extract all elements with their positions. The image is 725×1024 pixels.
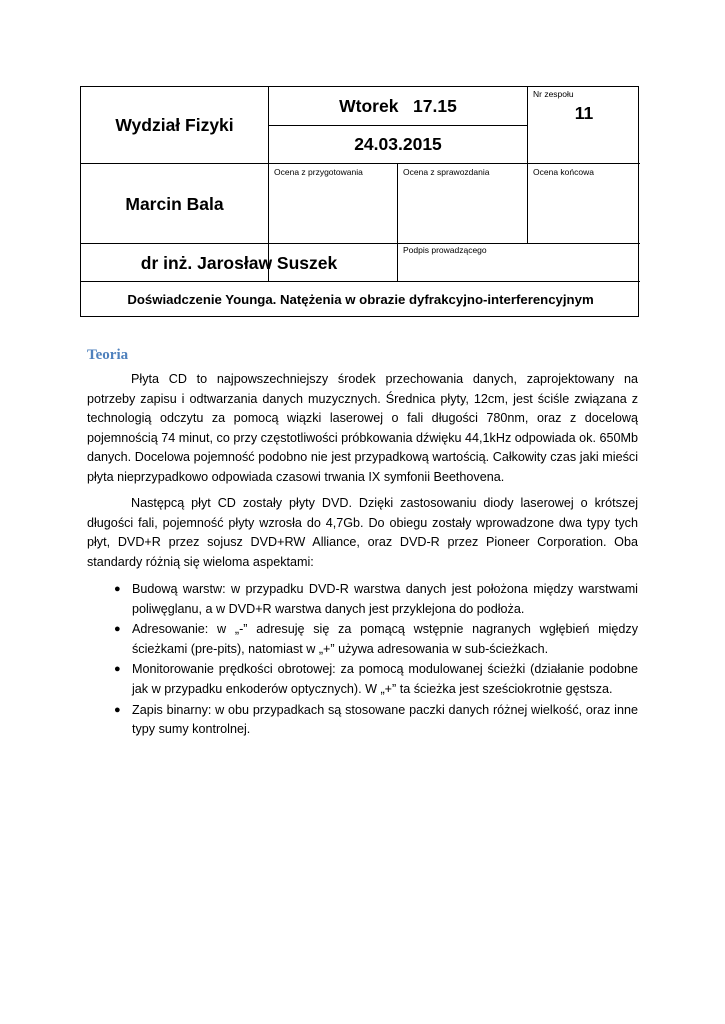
paragraph-text: Następcą płyt CD zostały płyty DVD. Dzięki zastosowaniu diody laserowej o krótszej długości fali, pojemność płyty wzrosła do 4,7Gb. Do obiegu zostały wprowadzone dwa typy tych płyt, DVD+R przez sojusz DVD+RW Alliance, oraz DVD-R przez Pioneer Corporation. Oba standardy różnią się wieloma aspektami: — [87, 496, 638, 569]
list-item — [87, 620, 638, 659]
list-item — [87, 580, 638, 619]
list-item-text: Monitorowanie prędkości obrotowej: za pomocą modulowanej ścieżki (działanie podobne jak w przypadku enkoderów optycznych). W „+” ta ścieżka jest sześciokrotnie gęstsza. — [132, 662, 638, 696]
aspects-list — [87, 580, 638, 741]
bullet-icon: ● — [114, 663, 121, 676]
team-number-label: Nr zespołu — [533, 89, 574, 99]
list-item-text: Zapis binarny: w obu przypadkach są stosowane paczki danych różnej wielkość, oraz inne typy sumy kontrolnej. — [132, 702, 638, 737]
grade-preparation-label: Ocena z przygotowania — [274, 167, 363, 177]
paragraph-dvd — [87, 494, 638, 572]
faculty-name: Wydział Fizyki — [115, 114, 234, 135]
list-item — [87, 660, 638, 699]
section-heading: Teoria — [87, 347, 129, 363]
bullet-icon: ● — [114, 703, 121, 716]
paragraph-cd — [87, 370, 638, 488]
day-time: Wtorek 17.15 — [339, 95, 457, 116]
supervisor-name: dr inż. Jarosław Suszek — [140, 253, 338, 273]
paragraph-text: Płyta CD to najpowszechniejszy środek przechowania danych, zaprojektowany na potrzeby zapisu i odtwarzania danych muzycznych. Średnica płyty, 12cm, jest ściśle związana z technologią odczytu za pomocą wiązki laserowej o fali długości 780nm, oraz z docelową pojemnością 74 minut, co przy częstotliwości próbkowania dźwięku 44,1kHz odpowiada ok. 650Mb danych. Docelowa pojemność podobno nie jest przypadkową wartością. Całkowity czas jaki mieści płyta nieprzypadkowo odpowiada czasowi trwania IX symfonii Beethovena. — [87, 372, 638, 484]
bullet-icon: ● — [114, 623, 121, 636]
student-name: Marcin Bala — [125, 194, 224, 214]
date: 24.03.2015 — [354, 134, 442, 154]
grade-report-label: Ocena z sprawozdania — [403, 167, 490, 177]
table-divider — [397, 163, 398, 281]
list-item-text: Adresowanie: w „-” adresuję się za pomącą wstępnie nagranych wgłębień między ścieżkami (pre-pits), natomiast w „+” używa adresowania w sub-ścieżkach. — [132, 622, 638, 656]
grade-final-label: Ocena końcowa — [533, 167, 594, 177]
signature-label: Podpis prowadzącego — [403, 245, 487, 255]
list-item — [87, 701, 638, 740]
header-table — [80, 86, 639, 317]
team-number: 11 — [574, 102, 594, 123]
list-item-text: Budową warstw: w przypadku DVD-R warstwa danych jest położona między warstwami poliwęglanu, a w DVD+R warstwa danych jest przyklejona do podłoża. — [132, 582, 638, 616]
experiment-title: Doświadczenie Younga. Natężenia w obrazie dyfrakcyjno-interferencyjnym — [127, 292, 594, 307]
bullet-icon: ● — [114, 583, 121, 595]
